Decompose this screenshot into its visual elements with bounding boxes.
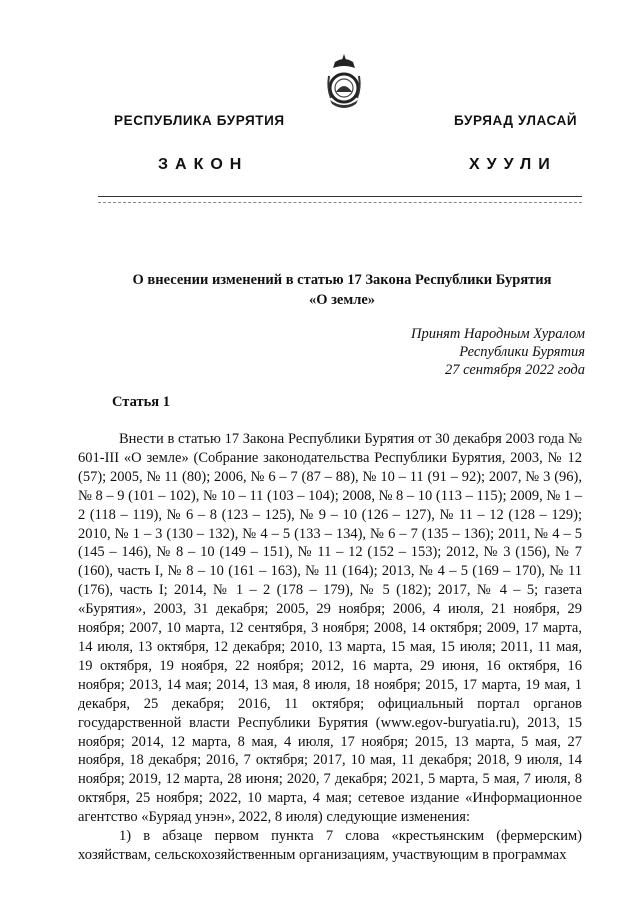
law-label-buryat: ХУУЛИ — [469, 156, 557, 173]
adoption-line-2: Республики Бурятия — [459, 344, 585, 360]
article-body — [78, 430, 582, 865]
adoption-note — [411, 325, 585, 379]
republic-name-buryat: БУРЯАД УЛАСАЙ — [454, 113, 578, 128]
title-line-2: «О земле» — [308, 292, 376, 308]
paragraph-item-1: 1) в абзаце первом пункта 7 слова «крестьянским (фермерским) хозяйствам, сельскохозяйственным организациям, участвующим в программах — [78, 828, 582, 863]
adoption-line-1: Принят Народным Хуралом — [410, 326, 585, 342]
adoption-date: 27 сентября 2022 года — [444, 362, 585, 378]
title-line-1: О внесении изменений в статью 17 Закона Республики Бурятия — [132, 272, 552, 288]
article-heading: Статья 1 — [112, 394, 170, 410]
header-divider — [98, 196, 582, 197]
header-divider-dashed — [98, 202, 582, 203]
document-title — [92, 270, 592, 310]
republic-name-russian: РЕСПУБЛИКА БУРЯТИЯ — [114, 113, 285, 128]
paragraph-intro: Внести в статью 17 Закона Республики Бурятия от 30 декабря 2003 года № 601-III «О земле» (Собрание законодательства Республики Бурятия, 2003, № 12 (57); 2005, № 11 (80); 2006, № 6 – 7 (87 – 88), № 10 – 11 (91 – 92); 2007, № 3 (96), № 8 – 9 (101 – 102), № 10 – 11 (103 – 104); 2008, № 8 – 10 (113 – 115); 2009, № 1 – 2 (118 – 119), № 6 – 8 (123 – 125), № 9 – 10 (126 – 127), № 11 – 12 (128 – 129); 2010, № 1 – 3 (130 – 132), № 4 – 5 (133 – 134), № 6 – 7 (135 – 136); 2011, № 4 – 5 (145 – 146), № 8 – 10 (149 – 151), № 11 – 12 (152 – 153); 2012, № 3 (156), № 7 (160), часть I, № 8 – 10 (161 – 163), № 11 (164); 2013, № 4 – 5 (169 – 170), № 11 (176), часть I; 2014, № 1 – 2 (178 – 179), № 5 (182); 2017, № 4 – 5; газета «Бурятия», 2003, 31 декабря; 2005, 29 ноября; 2006, 4 июля, 21 ноября, 29 ноября; 2007, 10 марта, 12 сентября, 3 ноября; 2008, 14 октября; 2009, 17 марта, 14 июля, 13 октября, 12 декабря; 2010, 13 марта, 15 мая, 15 июля; 2011, 11 мая, 19 октября, 19 ноября, 22 ноября; 2012, 16 марта, 29 июня, 16 октября, 16 ноября; 2013, 14 мая; 2014, 13 мая, 8 июля, 18 ноября; 2015, 17 марта, 19 мая, 1 декабря, 25 декабря; 2016, 11 октября; официальный портал органов государственной власти Республики Бурятия (www.egov-buryatia.ru), 2013, 15 ноября; 2014, 12 марта, 8 мая, 4 июля, 17 ноября; 2015, 13 марта, 5 мая, 27 ноября, 18 декабря; 2016, 7 октября; 2017, 10 мая, 11 декабря; 2018, 9 июля, 14 ноября; 2019, 12 марта, 28 июня; 2020, 7 декабря; 2021, 5 марта, 5 мая, 7 июля, 8 октября, 25 ноября; 2022, 10 марта, 4 мая; сетевое издание «Информационное агентство «Буряад унэн», 2022, 8 июля) следующие изменения: — [78, 431, 583, 826]
law-label-russian: ЗАКОН — [158, 156, 249, 173]
coat-of-arms-icon — [325, 52, 363, 112]
